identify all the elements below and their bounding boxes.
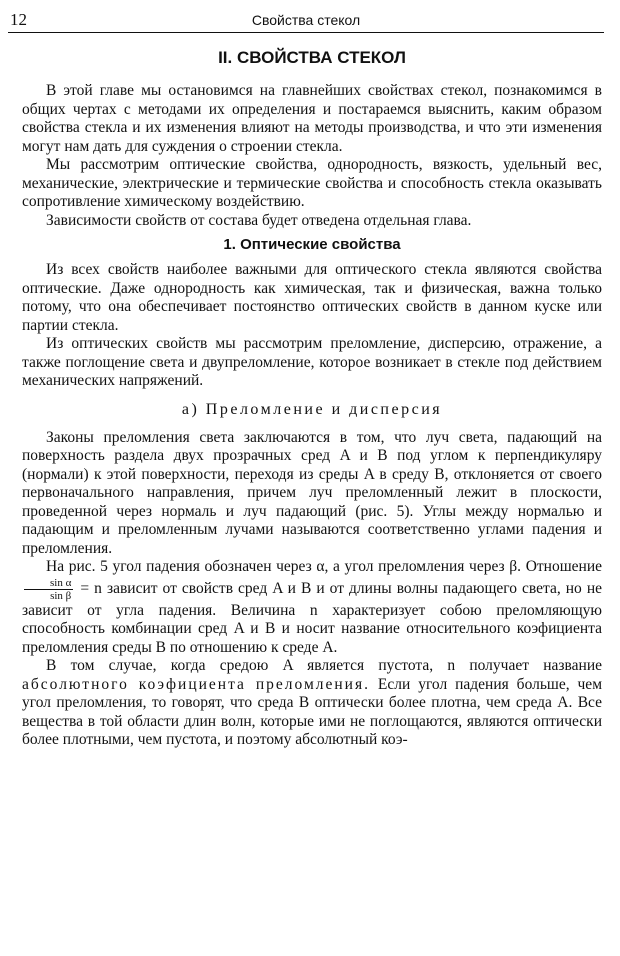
fraction-numerator: sin α	[24, 577, 73, 590]
absolute-lead-text: В том случае, когда средою A является пустота, n получает название	[46, 657, 602, 674]
formula-lead-text: На рис. 5 угол падения обозначен через α, а угол преломления через β. Отношение	[46, 558, 602, 575]
running-header	[8, 6, 604, 33]
sine-ratio-fraction	[24, 577, 73, 602]
refraction-formula-paragraph	[22, 558, 602, 657]
page-number: 12	[10, 10, 27, 29]
intro-paragraph: В этой главе мы остановимся на главнейших свойствах стекол, познакомимся в общих чертах с методами их определения и постараемся выяснить, каким образом свойства стекла и их изменения влияют на методы производства, и что эти изменения могут нам дать для суждения о строении стекла.	[22, 82, 602, 155]
absolute-trail-text: Если угол падения больше, чем угол преломления, то говорят, что среда B оптически более плотна, чем среда A. Все вещества в той области длин волн, которые ими не поглощаются, являются оптически более плотными, чем пустота, и поэтому абсолютный коэ-	[22, 675, 602, 748]
formula-trail-text: = n зависит от свойств сред A и B и от длины волны падающего света, но не зависит от угла падения. Величина n характеризует собою преломляющую способность комбинации сред A и B и носит название относительного коэфициента преломления среды B по отношению к среде A.	[22, 579, 603, 656]
section-paragraph: Из оптических свойств мы рассмотрим преломление, дисперсию, отражение, а также поглощение света и двупреломление, которое возникает в стекле под действием механических напряжений.	[22, 335, 602, 389]
fraction-denominator: sin β	[50, 589, 72, 602]
refraction-paragraph: Законы преломления света заключаются в том, что луч света, падающий на поверхность раздела двух прозрачных сред A и B под углом к перпендикуляру (нормали) к этой поверхности, переходя из среды A в среду B, отклоняется от своего первоначального направления, причем луч преломленный лежит в плоскости, проведенной через нормаль и луч падающий (рис. 5). Углы между нормалью и падающим и преломленным лучами называются соответственно углами падения и преломления.	[22, 428, 602, 557]
section-paragraph: Из всех свойств наиболее важными для оптического стекла являются свойства оптические. Даже однородность как химическая, так и физическая, важна только потому, что она обеспечивает постоянство оптических свойств в данном куске или партии стекла.	[22, 261, 602, 334]
running-title: Свойства стекол	[251, 12, 361, 28]
spaced-term: абсолютного коэфициента преломления.	[22, 675, 370, 693]
intro-paragraph: Зависимости свойств от состава будет отведена отдельная глава.	[46, 211, 472, 229]
intro-paragraph: Мы рассмотрим оптические свойства, однородность, вязкость, удельный вес, механические, электрические и термические свойства и способность стекла оказывать сопротивление химическому воздействию.	[22, 156, 602, 210]
subsection-title: а) Преломление и дисперсия	[181, 400, 443, 418]
section-title: 1. Оптические свойства	[223, 236, 401, 253]
page-body	[22, 48, 602, 750]
chapter-title: II. СВОЙСТВА СТЕКОЛ	[218, 48, 406, 67]
absolute-index-paragraph	[22, 657, 602, 750]
